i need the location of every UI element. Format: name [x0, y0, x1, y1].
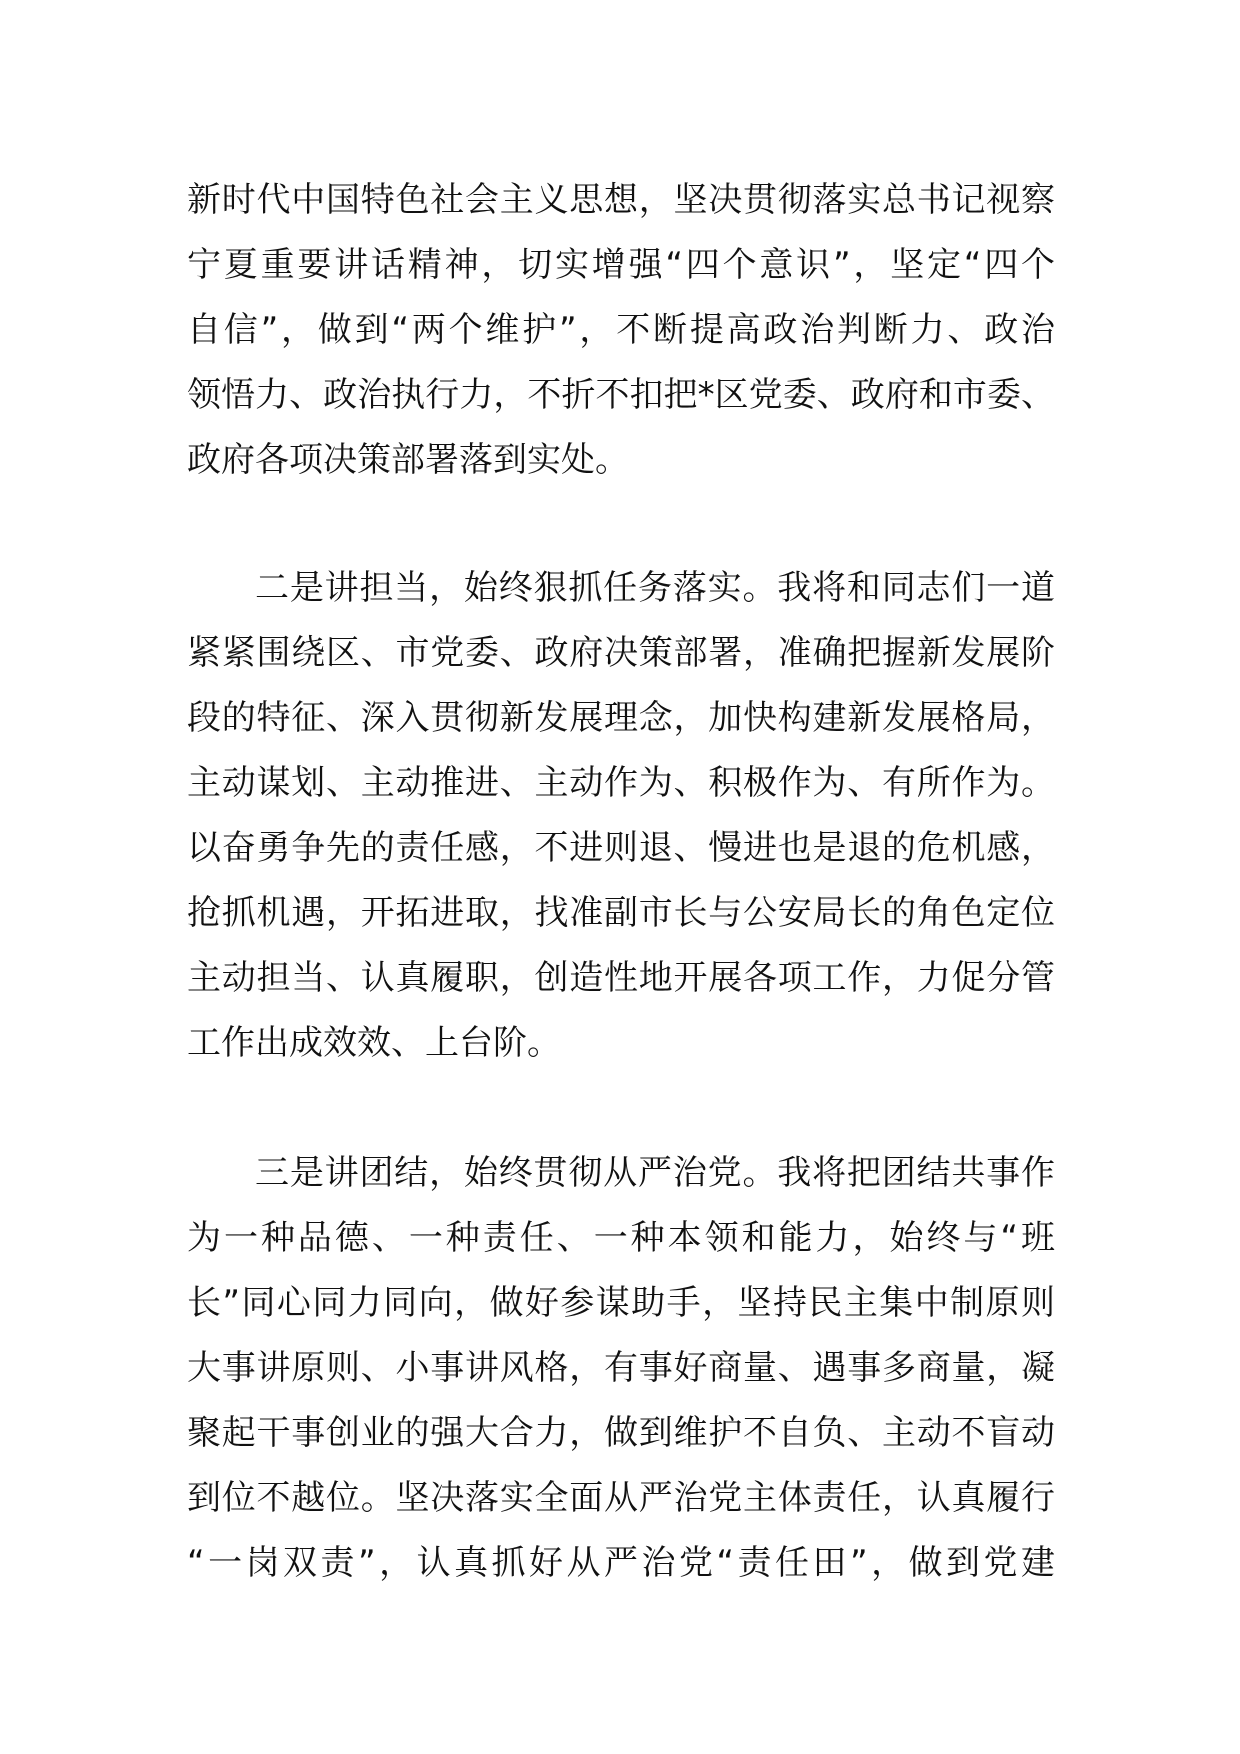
paragraph-3	[187, 1141, 1055, 1596]
paragraph-line: 工作出成效效、上台阶。	[187, 1023, 561, 1063]
paragraph-2	[187, 556, 1055, 1076]
paragraph-line: “一岗双责”，认真抓好从严治党“责任田”，做到党建	[187, 1543, 1055, 1583]
paragraph-line: 以奋勇争先的责任感，不进则退、慢进也是退的危机感，	[187, 828, 1055, 868]
paragraph-line: 段的特征、深入贯彻新发展理念，加快构建新发展格局，	[187, 698, 1055, 738]
paragraph-line: 自信”，做到“两个维护”，不断提高政治判断力、政治	[187, 310, 1055, 350]
paragraph-line: 宁夏重要讲话精神，切实增强“四个意识”，坚定“四个	[187, 245, 1055, 285]
paragraph-line: 二是讲担当，始终狠抓任务落实。我将和同志们一道	[255, 568, 1055, 608]
paragraph-line: 到位不越位。坚决落实全面从严治党主体责任，认真履行	[187, 1478, 1055, 1518]
paragraph-line: 聚起干事创业的强大合力，做到维护不自负、主动不盲动	[187, 1413, 1055, 1453]
paragraph-line: 紧紧围绕区、市党委、政府决策部署，准确把握新发展阶	[187, 633, 1055, 673]
paragraph-line: 领悟力、政治执行力，不折不扣把*区党委、政府和市委、	[187, 375, 1055, 415]
paragraph-line: 政府各项决策部署落到实处。	[187, 440, 629, 480]
paragraph-line: 为一种品德、一种责任、一种本领和能力，始终与“班	[187, 1218, 1055, 1258]
paragraph-line: 大事讲原则、小事讲风格，有事好商量、遇事多商量，凝	[187, 1348, 1055, 1388]
paragraph-line: 主动谋划、主动推进、主动作为、积极作为、有所作为。	[187, 763, 1055, 803]
paragraph-line: 长”同心同力同向，做好参谋助手，坚持民主集中制原则	[187, 1283, 1055, 1323]
paragraph-line: 三是讲团结，始终贯彻从严治党。我将把团结共事作	[255, 1153, 1055, 1193]
paragraph-1	[187, 168, 1055, 493]
paragraph-line: 主动担当、认真履职，创造性地开展各项工作，力促分管	[187, 958, 1055, 998]
paragraph-line: 新时代中国特色社会主义思想，坚决贯彻落实总书记视察	[187, 180, 1055, 220]
paragraph-line: 抢抓机遇，开拓进取，找准副市长与公安局长的角色定位	[187, 893, 1055, 933]
